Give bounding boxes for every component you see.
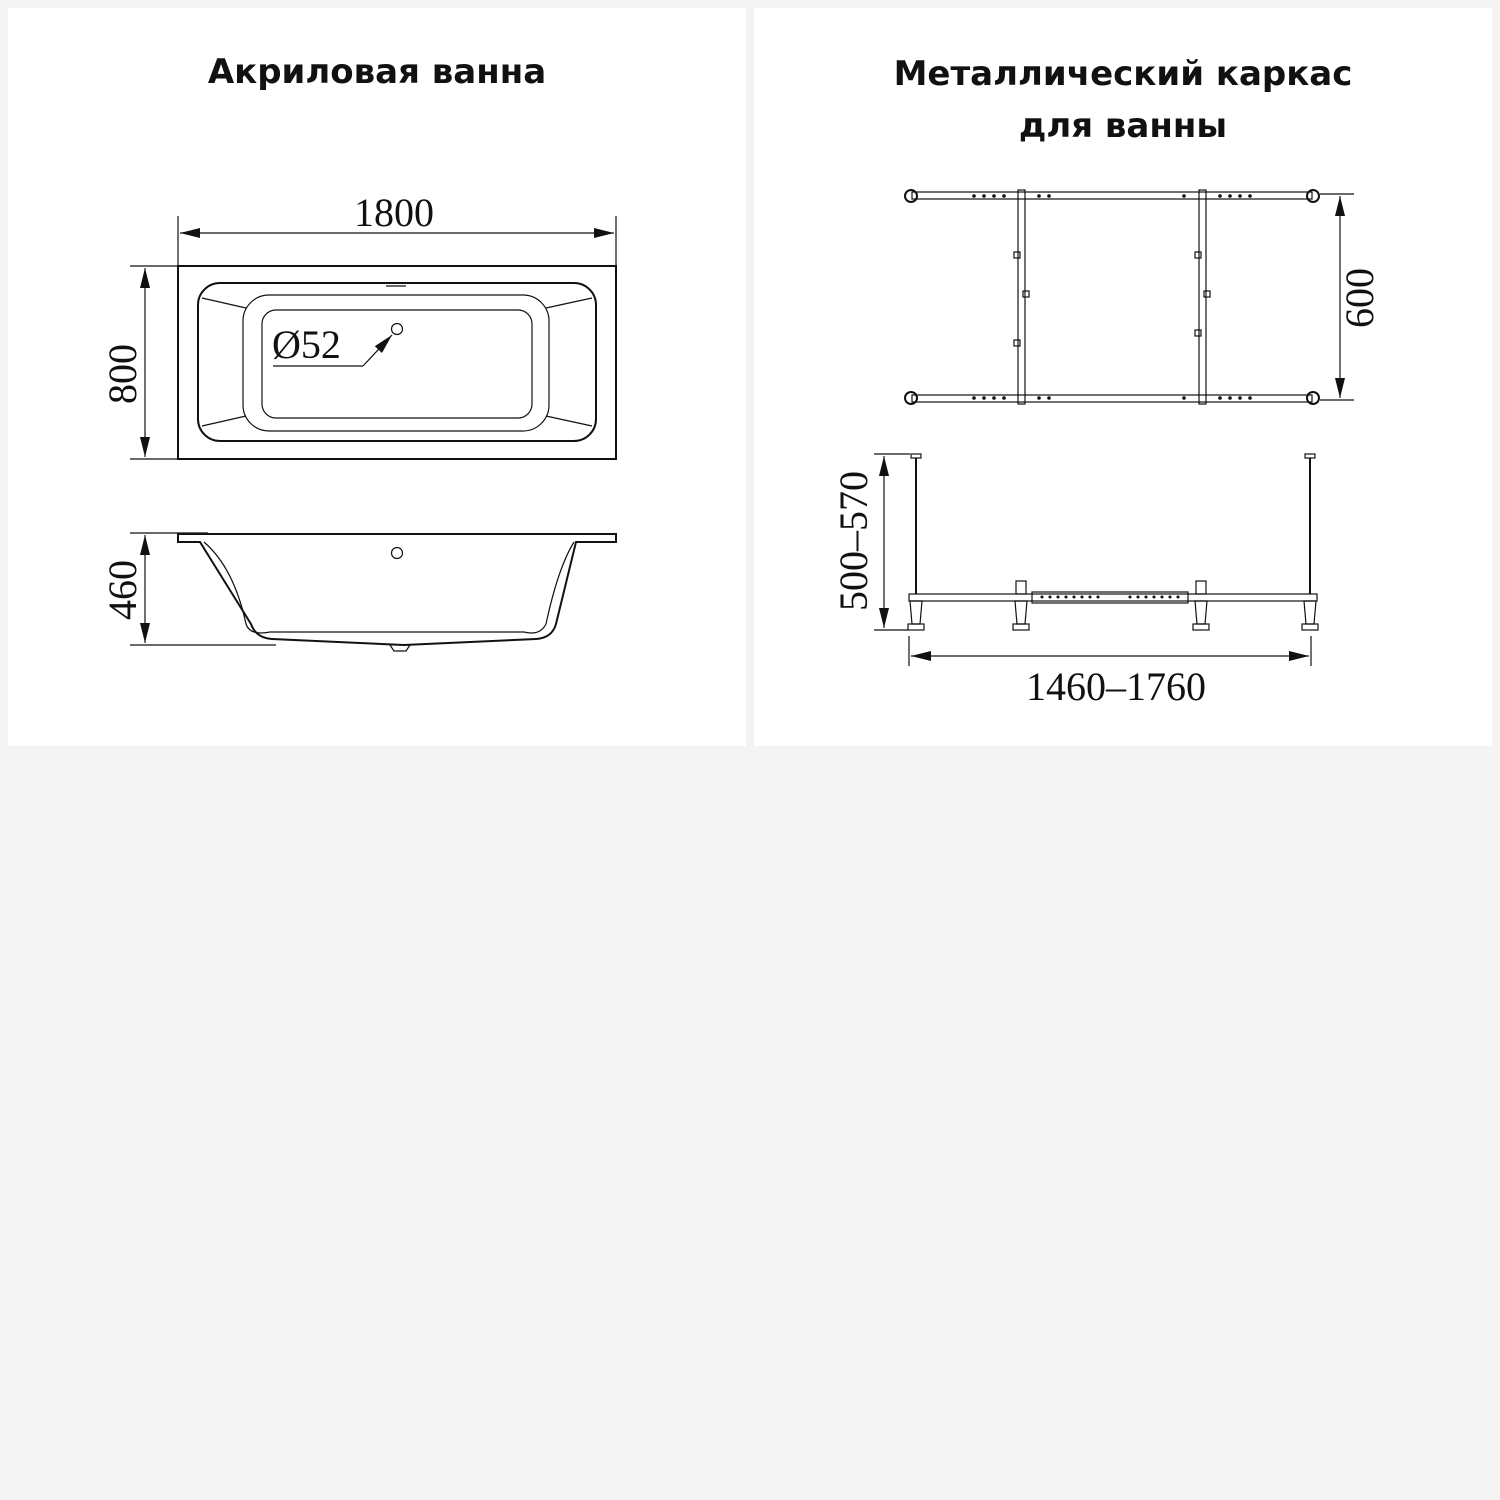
frame-drawing	[754, 8, 1492, 746]
frame-height-dimension	[831, 454, 910, 630]
bathtub-top-view	[178, 266, 616, 459]
frame-title-line2: для ванны	[1018, 106, 1228, 146]
frame-top-view	[905, 190, 1319, 404]
frame-side-view	[908, 454, 1318, 630]
bathtub-title: Акриловая ванна	[207, 52, 547, 92]
drain-label: Ø52	[272, 322, 341, 367]
height-dimension	[100, 533, 276, 645]
length-label: 1800	[354, 190, 434, 235]
width-label: 800	[100, 344, 145, 404]
drain-callout	[272, 322, 392, 367]
frame-length-label: 1460–1760	[1026, 664, 1206, 709]
height-label: 460	[100, 560, 145, 620]
drain-hole	[392, 324, 403, 335]
bathtub-drawing	[8, 8, 746, 746]
frame-length-dimension	[909, 636, 1311, 709]
length-dimension	[178, 190, 616, 270]
frame-width-label: 600	[1337, 268, 1382, 328]
frame-panel	[754, 8, 1492, 746]
frame-title-line1: Металлический каркас	[893, 54, 1353, 94]
bathtub-side-view	[178, 534, 616, 651]
bathtub-panel	[8, 8, 746, 746]
width-dimension	[100, 266, 178, 459]
frame-width-dimension	[1320, 194, 1382, 400]
frame-height-label: 500–570	[831, 471, 876, 611]
